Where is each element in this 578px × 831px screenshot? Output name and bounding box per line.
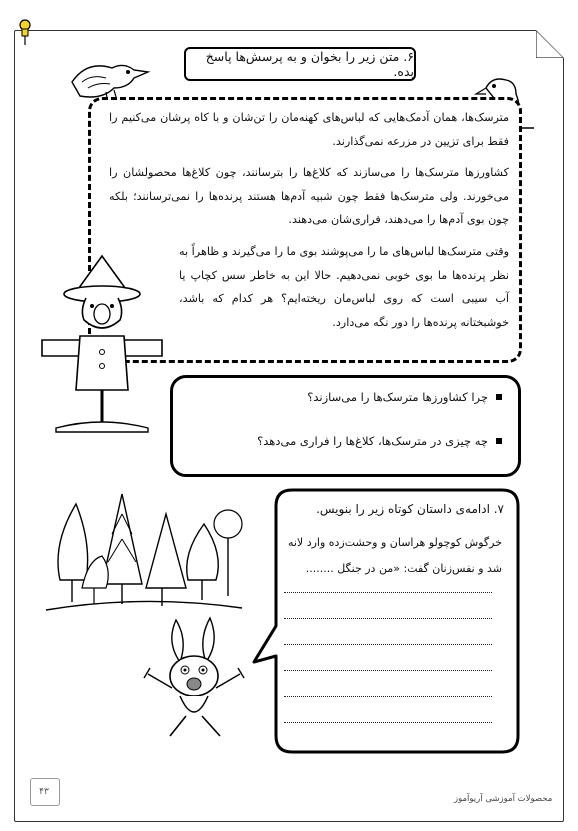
question-2-text: چه چیزی در مترسک‌ها، کلاغ‌ها را فراری می‌دهد؟ bbox=[257, 434, 488, 448]
exercise-6-title bbox=[184, 47, 416, 81]
answer-line[interactable] bbox=[284, 618, 492, 619]
passage-paragraph: وقتی مترسک‌ها لباس‌های ما را می‌پوشند بوی ما را می‌گیرند و ظاهراً به نظر پرنده‌ها ما بوی خوبی نمی‌دهیم. حالا این به خاطر سس کچاپ یا آب سیبی است که روی لباس‌مان ریخته‌ایم؟ هر کدام که باشد، خوشبختانه پرنده‌ها را دور نگه می‌دارد. bbox=[179, 244, 509, 329]
answer-line[interactable] bbox=[284, 592, 492, 593]
question-1-text: چرا کشاورزها مترسک‌ها را می‌سازند؟ bbox=[307, 390, 488, 404]
bullet-icon bbox=[496, 438, 502, 444]
passage-paragraph: کشاورزها مترسک‌ها را می‌سازند که کلاغ‌ها را بترسانند، چون کلاغ‌ها محصولشان را می‌خورند. ولی مترسک‌ها فقط چون شبیه آدم‌ها هستند پرنده‌ها را نمی‌ترسانند؛ بلکه چون بوی آدم‌ها را می‌دهند، فراری‌شان می‌دهند. bbox=[109, 166, 509, 227]
questions-box bbox=[170, 375, 521, 477]
question-1 bbox=[307, 390, 502, 404]
pushpin-icon bbox=[14, 18, 36, 46]
story-box bbox=[270, 488, 518, 754]
answer-line[interactable] bbox=[284, 644, 492, 645]
page-corner-fold bbox=[536, 30, 564, 58]
answer-line[interactable] bbox=[284, 722, 492, 723]
answer-line[interactable] bbox=[284, 696, 492, 697]
exercise-7-title: ۷. ادامه‌ی داستان کوتاه زیر را بنویس. bbox=[316, 502, 504, 516]
story-line-2: شد و نفس‌زنان گفت: «من در جنگل ........ bbox=[305, 562, 502, 575]
scared-rabbit-illustration bbox=[140, 612, 248, 744]
publisher-brand: محصولات آموزشی آریوآموز bbox=[454, 794, 553, 804]
answer-line[interactable] bbox=[284, 670, 492, 671]
exercise-6-title-text: ۶. متن زیر را بخوان و به پرسش‌ها پاسخ بده. bbox=[205, 49, 414, 79]
forest-illustration bbox=[42, 484, 247, 620]
page-number: ۴۳ bbox=[39, 787, 49, 797]
question-2 bbox=[257, 434, 502, 448]
bullet-icon bbox=[496, 394, 502, 400]
story-line-1: خرگوش کوچولو هراسان و وحشت‌زده وارد لانه bbox=[287, 536, 502, 549]
reading-passage bbox=[109, 106, 509, 342]
passage-paragraph: مترسک‌ها، همان آدمک‌هایی که لباس‌های کهنه‌مان را تن‌شان و با کاه پرشان می‌کنیم را فقط برای تزیین در مزرعه نمی‌گذارند. bbox=[109, 111, 509, 148]
scarecrow-illustration bbox=[36, 252, 168, 437]
